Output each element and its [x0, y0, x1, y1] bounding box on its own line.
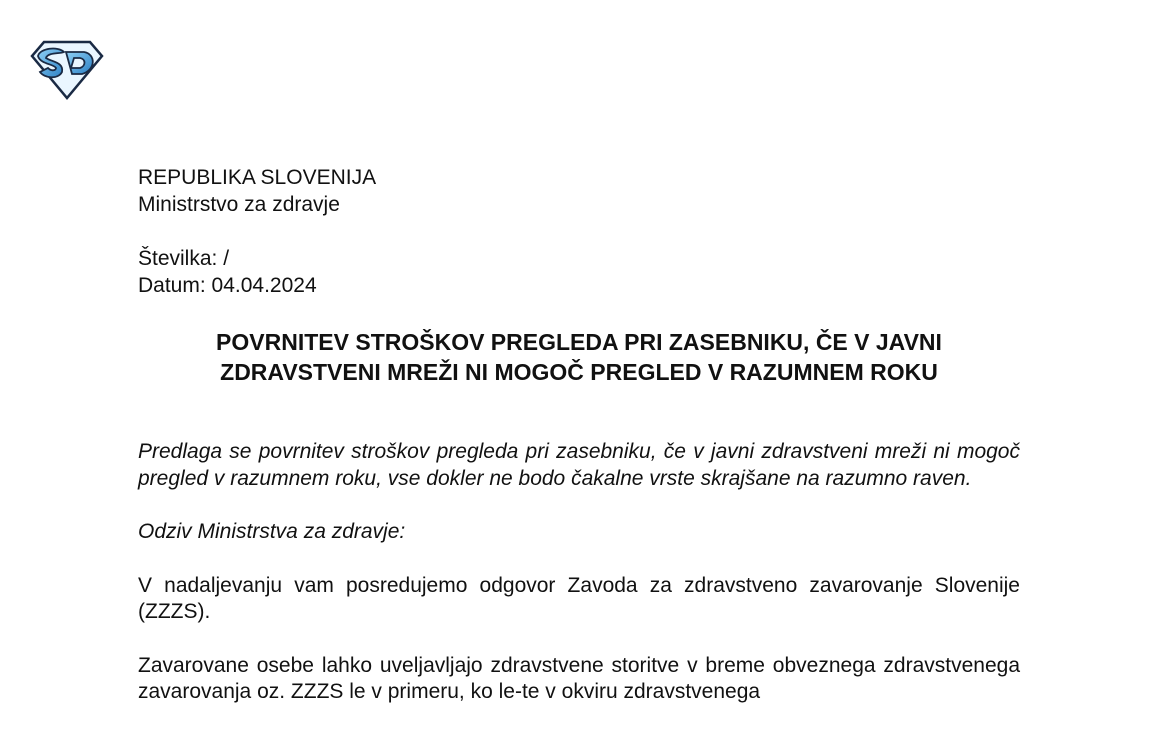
document-title-line1: POVRNITEV STROŠKOV PREGLEDA PRI ZASEBNIKU, ČE V JAVNI — [216, 329, 942, 355]
proposal-text: Predlaga se povrnitev stroškov pregleda pri zasebniku, če v javni zdravstveni mreži ni mogoč pregled v razumnem roku, vse dokler ne bodo čakalne vrste skrajšane na razumno raven. — [138, 440, 1020, 490]
response-heading: Odziv Ministrstva za zdravje: — [138, 520, 406, 543]
ministry-name: Ministrstvo za zdravje — [138, 193, 340, 216]
document-date: Datum: 04.04.2024 — [138, 274, 317, 297]
response-paragraph-2: Zavarovane osebe lahko uveljavljajo zdravstvene storitve v breme obveznega zdravstvenega zavarovanja oz. ZZZS le v primeru, ko le-te v okviru zdravstvenega — [138, 653, 1020, 703]
letter-content — [138, 164, 1020, 706]
org-name: REPUBLIKA SLOVENIJA — [138, 166, 377, 189]
document-title-line2: ZDRAVSTVENI MREŽI NI MOGOČ PREGLED V RAZUMNEM ROKU — [220, 359, 938, 385]
document-number: Številka: / — [138, 247, 230, 270]
response-paragraph-1: V nadaljevanju vam posredujemo odgovor Zavoda za zdravstveno zavarovanje Slovenije (ZZZS). — [138, 573, 1020, 623]
logo-icon — [30, 40, 104, 100]
